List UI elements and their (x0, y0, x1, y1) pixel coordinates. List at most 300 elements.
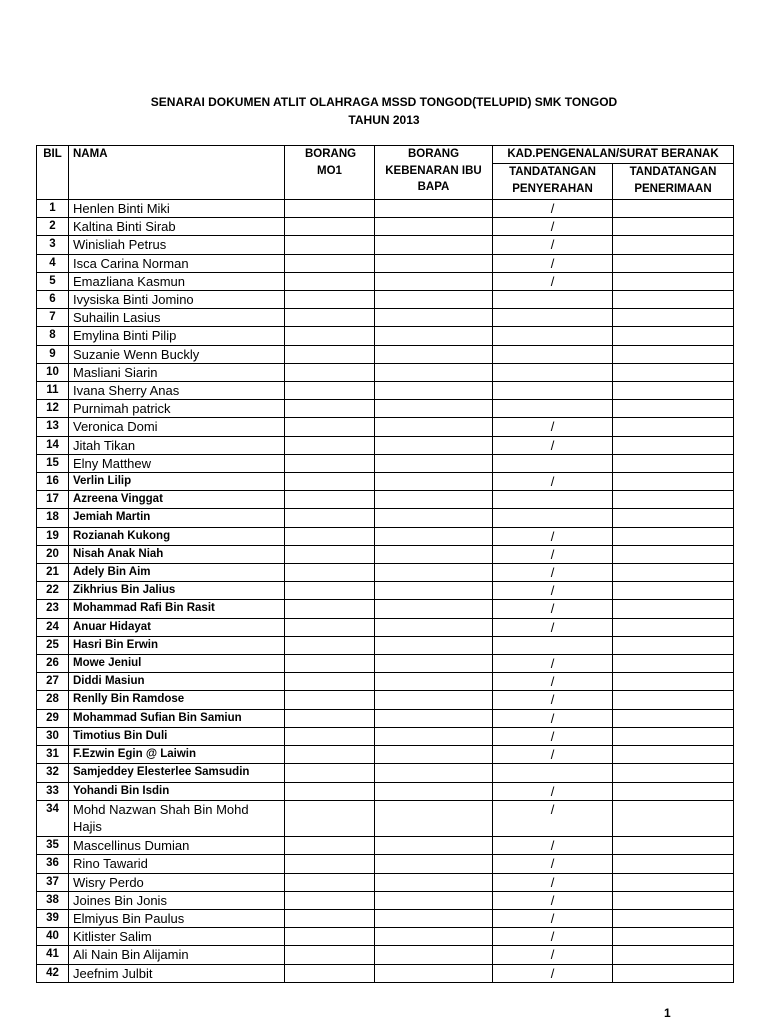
penyerahan-mark (493, 309, 613, 327)
athlete-name: Mohammad Rafi Bin Rasit (69, 600, 285, 618)
penyerahan-mark: / (493, 837, 613, 855)
athlete-name: Masliani Siarin (69, 363, 285, 381)
header-penerimaan: TANDATANGAN PENERIMAAN (613, 164, 734, 200)
row-number: 6 (37, 291, 69, 309)
penerimaan-cell (613, 200, 734, 218)
borang-mo1-cell (285, 873, 375, 891)
penerimaan-cell (613, 400, 734, 418)
table-row (37, 800, 734, 836)
athlete-name: Rino Tawarid (69, 855, 285, 873)
row-number: 32 (37, 764, 69, 782)
borang-kebenaran-cell (375, 582, 493, 600)
row-number: 27 (37, 673, 69, 691)
penerimaan-cell (613, 545, 734, 563)
borang-mo1-cell (285, 909, 375, 927)
borang-kebenaran-cell (375, 891, 493, 909)
penyerahan-mark (493, 382, 613, 400)
penyerahan-mark (493, 363, 613, 381)
row-number: 9 (37, 345, 69, 363)
table-row (37, 655, 734, 673)
penerimaan-cell (613, 964, 734, 982)
penyerahan-mark: / (493, 600, 613, 618)
penerimaan-cell (613, 673, 734, 691)
penyerahan-mark: / (493, 746, 613, 764)
borang-kebenaran-cell (375, 327, 493, 345)
penyerahan-mark: / (493, 254, 613, 272)
header-penyerahan: TANDATANGAN PENYERAHAN (493, 164, 613, 200)
row-number: 2 (37, 218, 69, 236)
athlete-name: Diddi Masiun (69, 673, 285, 691)
penerimaan-cell (613, 236, 734, 254)
athlete-name: Renlly Bin Ramdose (69, 691, 285, 709)
borang-mo1-cell (285, 491, 375, 509)
table-row (37, 636, 734, 654)
row-number: 1 (37, 200, 69, 218)
borang-mo1-cell (285, 418, 375, 436)
row-number: 40 (37, 928, 69, 946)
penyerahan-mark (493, 636, 613, 654)
borang-kebenaran-cell (375, 746, 493, 764)
penerimaan-cell (613, 909, 734, 927)
borang-mo1-cell (285, 527, 375, 545)
penyerahan-mark: / (493, 272, 613, 290)
borang-mo1-cell (285, 600, 375, 618)
borang-mo1-cell (285, 855, 375, 873)
table-row (37, 582, 734, 600)
borang-kebenaran-cell (375, 782, 493, 800)
borang-kebenaran-cell (375, 545, 493, 563)
table-row (37, 291, 734, 309)
row-number: 17 (37, 491, 69, 509)
athlete-document-table (36, 145, 734, 983)
borang-kebenaran-cell (375, 964, 493, 982)
borang-kebenaran-cell (375, 272, 493, 290)
borang-mo1-cell (285, 764, 375, 782)
borang-mo1-cell (285, 964, 375, 982)
borang-mo1-cell (285, 291, 375, 309)
table-row (37, 873, 734, 891)
row-number: 11 (37, 382, 69, 400)
athlete-name: Rozianah Kukong (69, 527, 285, 545)
penerimaan-cell (613, 309, 734, 327)
borang-kebenaran-cell (375, 564, 493, 582)
row-number: 5 (37, 272, 69, 290)
penyerahan-mark: / (493, 618, 613, 636)
borang-mo1-cell (285, 473, 375, 491)
athlete-name: Suhailin Lasius (69, 309, 285, 327)
borang-kebenaran-cell (375, 200, 493, 218)
penyerahan-mark: / (493, 909, 613, 927)
borang-mo1-cell (285, 436, 375, 454)
borang-kebenaran-cell (375, 673, 493, 691)
borang-mo1-cell (285, 254, 375, 272)
penerimaan-cell (613, 837, 734, 855)
penyerahan-mark: / (493, 928, 613, 946)
borang-mo1-cell (285, 691, 375, 709)
athlete-name: Verlin Lilip (69, 473, 285, 491)
header-kad-pengenalan: KAD.PENGENALAN/SURAT BERANAK (493, 146, 734, 164)
table-row (37, 527, 734, 545)
row-number: 13 (37, 418, 69, 436)
borang-mo1-cell (285, 400, 375, 418)
borang-kebenaran-cell (375, 254, 493, 272)
penerimaan-cell (613, 509, 734, 527)
borang-kebenaran-cell (375, 855, 493, 873)
penyerahan-mark: / (493, 782, 613, 800)
table-row (37, 782, 734, 800)
borang-kebenaran-cell (375, 236, 493, 254)
header-nama: NAMA (69, 146, 285, 200)
borang-mo1-cell (285, 673, 375, 691)
table-row (37, 400, 734, 418)
penerimaan-cell (613, 254, 734, 272)
athlete-name: Emazliana Kasmun (69, 272, 285, 290)
penyerahan-mark: / (493, 891, 613, 909)
penerimaan-cell (613, 855, 734, 873)
borang-mo1-cell (285, 454, 375, 472)
borang-kebenaran-cell (375, 418, 493, 436)
penerimaan-cell (613, 928, 734, 946)
row-number: 8 (37, 327, 69, 345)
row-number: 28 (37, 691, 69, 709)
athlete-name: Mascellinus Dumian (69, 837, 285, 855)
penerimaan-cell (613, 873, 734, 891)
table-row (37, 964, 734, 982)
borang-mo1-cell (285, 236, 375, 254)
penyerahan-mark: / (493, 473, 613, 491)
penerimaan-cell (613, 382, 734, 400)
table-row (37, 545, 734, 563)
row-number: 30 (37, 727, 69, 745)
penerimaan-cell (613, 727, 734, 745)
penyerahan-mark: / (493, 727, 613, 745)
header-bil: BIL (37, 146, 69, 200)
penerimaan-cell (613, 800, 734, 836)
penyerahan-mark: / (493, 655, 613, 673)
athlete-name: Isca Carina Norman (69, 254, 285, 272)
table-row (37, 946, 734, 964)
penyerahan-mark (493, 454, 613, 472)
table-row (37, 837, 734, 855)
borang-mo1-cell (285, 891, 375, 909)
borang-mo1-cell (285, 218, 375, 236)
athlete-name: Ali Nain Bin Alijamin (69, 946, 285, 964)
row-number: 12 (37, 400, 69, 418)
athlete-name: Veronica Domi (69, 418, 285, 436)
row-number: 18 (37, 509, 69, 527)
athlete-name: F.Ezwin Egin @ Laiwin (69, 746, 285, 764)
borang-kebenaran-cell (375, 600, 493, 618)
row-number: 25 (37, 636, 69, 654)
penyerahan-mark: / (493, 582, 613, 600)
borang-kebenaran-cell (375, 873, 493, 891)
penerimaan-cell (613, 891, 734, 909)
borang-kebenaran-cell (375, 764, 493, 782)
borang-kebenaran-cell (375, 946, 493, 964)
table-row (37, 727, 734, 745)
row-number: 7 (37, 309, 69, 327)
header-borang-kebenaran: BORANG KEBENARAN IBU BAPA (375, 146, 493, 200)
athlete-name: Jeefnim Julbit (69, 964, 285, 982)
penerimaan-cell (613, 473, 734, 491)
borang-kebenaran-cell (375, 928, 493, 946)
document-year: TAHUN 2013 (348, 113, 420, 127)
row-number: 10 (37, 363, 69, 381)
borang-kebenaran-cell (375, 436, 493, 454)
borang-kebenaran-cell (375, 491, 493, 509)
penerimaan-cell (613, 218, 734, 236)
borang-mo1-cell (285, 345, 375, 363)
borang-kebenaran-cell (375, 837, 493, 855)
athlete-name: Mohammad Sufian Bin Samiun (69, 709, 285, 727)
row-number: 35 (37, 837, 69, 855)
borang-kebenaran-cell (375, 473, 493, 491)
penerimaan-cell (613, 600, 734, 618)
borang-kebenaran-cell (375, 454, 493, 472)
borang-kebenaran-cell (375, 727, 493, 745)
borang-mo1-cell (285, 382, 375, 400)
penyerahan-mark: / (493, 709, 613, 727)
borang-mo1-cell (285, 800, 375, 836)
athlete-name: Mowe Jeniul (69, 655, 285, 673)
borang-mo1-cell (285, 309, 375, 327)
row-number: 38 (37, 891, 69, 909)
borang-mo1-cell (285, 545, 375, 563)
penerimaan-cell (613, 564, 734, 582)
penerimaan-cell (613, 436, 734, 454)
row-number: 33 (37, 782, 69, 800)
penerimaan-cell (613, 527, 734, 545)
borang-mo1-cell (285, 746, 375, 764)
table-row (37, 764, 734, 782)
borang-kebenaran-cell (375, 527, 493, 545)
borang-kebenaran-cell (375, 291, 493, 309)
athlete-name: Azreena Vinggat (69, 491, 285, 509)
borang-mo1-cell (285, 509, 375, 527)
penyerahan-mark (493, 327, 613, 345)
row-number: 15 (37, 454, 69, 472)
row-number: 24 (37, 618, 69, 636)
athlete-name: Emylina Binti Pilip (69, 327, 285, 345)
penerimaan-cell (613, 291, 734, 309)
document-title: SENARAI DOKUMEN ATLIT OLAHRAGA MSSD TONGOD(TELUPID) SMK TONGOD (150, 95, 618, 109)
athlete-name: Joines Bin Jonis (69, 891, 285, 909)
borang-mo1-cell (285, 200, 375, 218)
table-row (37, 236, 734, 254)
penyerahan-mark: / (493, 964, 613, 982)
row-number: 3 (37, 236, 69, 254)
athlete-name: Wisry Perdo (69, 873, 285, 891)
penerimaan-cell (613, 327, 734, 345)
borang-mo1-cell (285, 363, 375, 381)
athlete-name: Mohd Nazwan Shah Bin Mohd Hajis (69, 800, 285, 836)
penyerahan-mark (493, 345, 613, 363)
table-row (37, 618, 734, 636)
row-number: 39 (37, 909, 69, 927)
penerimaan-cell (613, 764, 734, 782)
table-row (37, 909, 734, 927)
penyerahan-mark: / (493, 545, 613, 563)
penerimaan-cell (613, 345, 734, 363)
athlete-name: Jemiah Martin (69, 509, 285, 527)
borang-mo1-cell (285, 636, 375, 654)
penyerahan-mark: / (493, 436, 613, 454)
borang-kebenaran-cell (375, 618, 493, 636)
table-row (37, 382, 734, 400)
penyerahan-mark: / (493, 673, 613, 691)
borang-mo1-cell (285, 709, 375, 727)
borang-kebenaran-cell (375, 709, 493, 727)
athlete-name: Yohandi Bin Isdin (69, 782, 285, 800)
penerimaan-cell (613, 582, 734, 600)
penyerahan-mark: / (493, 691, 613, 709)
borang-kebenaran-cell (375, 345, 493, 363)
table-row (37, 254, 734, 272)
penerimaan-cell (613, 272, 734, 290)
borang-mo1-cell (285, 655, 375, 673)
athlete-name: Hasri Bin Erwin (69, 636, 285, 654)
row-number: 41 (37, 946, 69, 964)
header-borang-mo1: BORANG MO1 (285, 146, 375, 200)
penyerahan-mark (493, 764, 613, 782)
athlete-name: Ivysiska Binti Jomino (69, 291, 285, 309)
borang-kebenaran-cell (375, 691, 493, 709)
row-number: 16 (37, 473, 69, 491)
table-row (37, 345, 734, 363)
borang-kebenaran-cell (375, 382, 493, 400)
borang-mo1-cell (285, 946, 375, 964)
table-row (37, 491, 734, 509)
table-row (37, 600, 734, 618)
penyerahan-mark: / (493, 218, 613, 236)
row-number: 31 (37, 746, 69, 764)
table-row (37, 709, 734, 727)
athlete-name: Adely Bin Aim (69, 564, 285, 582)
borang-mo1-cell (285, 564, 375, 582)
borang-mo1-cell (285, 727, 375, 745)
table-row (37, 454, 734, 472)
penyerahan-mark (493, 509, 613, 527)
penerimaan-cell (613, 746, 734, 764)
penerimaan-cell (613, 691, 734, 709)
borang-mo1-cell (285, 327, 375, 345)
table-row (37, 200, 734, 218)
borang-kebenaran-cell (375, 655, 493, 673)
row-number: 21 (37, 564, 69, 582)
borang-mo1-cell (285, 928, 375, 946)
penyerahan-mark: / (493, 946, 613, 964)
table-row (37, 327, 734, 345)
borang-kebenaran-cell (375, 400, 493, 418)
row-number: 20 (37, 545, 69, 563)
athlete-name: Kitlister Salim (69, 928, 285, 946)
penerimaan-cell (613, 418, 734, 436)
table-row (37, 673, 734, 691)
penyerahan-mark: / (493, 855, 613, 873)
row-number: 4 (37, 254, 69, 272)
table-row (37, 363, 734, 381)
penyerahan-mark (493, 291, 613, 309)
penerimaan-cell (613, 491, 734, 509)
penyerahan-mark: / (493, 800, 613, 836)
athlete-name: Zikhrius Bin Jalius (69, 582, 285, 600)
athlete-name: Elmiyus Bin Paulus (69, 909, 285, 927)
penerimaan-cell (613, 782, 734, 800)
athlete-name: Winisliah Petrus (69, 236, 285, 254)
table-row (37, 418, 734, 436)
penerimaan-cell (613, 636, 734, 654)
athlete-name: Timotius Bin Duli (69, 727, 285, 745)
borang-kebenaran-cell (375, 909, 493, 927)
borang-kebenaran-cell (375, 800, 493, 836)
table-row (37, 855, 734, 873)
borang-mo1-cell (285, 272, 375, 290)
table-row (37, 309, 734, 327)
row-number: 29 (37, 709, 69, 727)
penerimaan-cell (613, 454, 734, 472)
athlete-name: Henlen Binti Miki (69, 200, 285, 218)
borang-mo1-cell (285, 837, 375, 855)
athlete-name: Samjeddey Elesterlee Samsudin (69, 764, 285, 782)
athlete-name: Purnimah patrick (69, 400, 285, 418)
page-number: 1 (664, 1006, 671, 1020)
penyerahan-mark: / (493, 527, 613, 545)
athlete-name: Nisah Anak Niah (69, 545, 285, 563)
borang-mo1-cell (285, 582, 375, 600)
penyerahan-mark (493, 491, 613, 509)
row-number: 19 (37, 527, 69, 545)
penyerahan-mark: / (493, 873, 613, 891)
row-number: 26 (37, 655, 69, 673)
penyerahan-mark: / (493, 418, 613, 436)
row-number: 42 (37, 964, 69, 982)
table-row (37, 928, 734, 946)
borang-kebenaran-cell (375, 218, 493, 236)
table-row (37, 746, 734, 764)
table-row (37, 436, 734, 454)
penerimaan-cell (613, 709, 734, 727)
borang-kebenaran-cell (375, 509, 493, 527)
penerimaan-cell (613, 655, 734, 673)
athlete-name: Ivana Sherry Anas (69, 382, 285, 400)
row-number: 22 (37, 582, 69, 600)
table-row (37, 564, 734, 582)
penyerahan-mark: / (493, 236, 613, 254)
row-number: 37 (37, 873, 69, 891)
athlete-name: Anuar Hidayat (69, 618, 285, 636)
athlete-name: Suzanie Wenn Buckly (69, 345, 285, 363)
borang-mo1-cell (285, 618, 375, 636)
table-row (37, 509, 734, 527)
row-number: 36 (37, 855, 69, 873)
row-number: 23 (37, 600, 69, 618)
borang-kebenaran-cell (375, 309, 493, 327)
penerimaan-cell (613, 946, 734, 964)
athlete-name: Elny Matthew (69, 454, 285, 472)
borang-kebenaran-cell (375, 636, 493, 654)
table-row (37, 218, 734, 236)
penerimaan-cell (613, 618, 734, 636)
penerimaan-cell (613, 363, 734, 381)
borang-kebenaran-cell (375, 363, 493, 381)
table-row (37, 272, 734, 290)
table-row (37, 691, 734, 709)
penyerahan-mark (493, 400, 613, 418)
athlete-name: Jitah Tikan (69, 436, 285, 454)
row-number: 34 (37, 800, 69, 836)
borang-mo1-cell (285, 782, 375, 800)
row-number: 14 (37, 436, 69, 454)
